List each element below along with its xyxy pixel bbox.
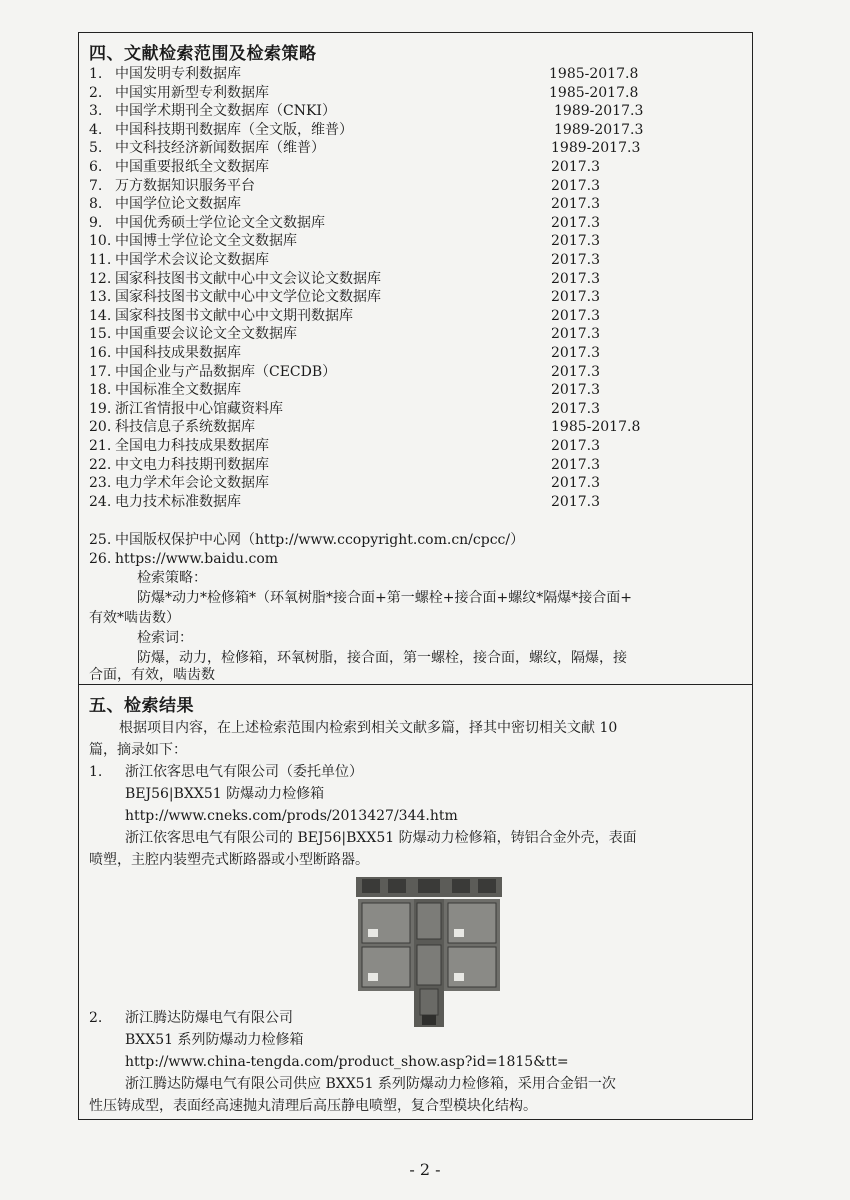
database-name: 中文电力科技期刊数据库 — [115, 456, 269, 473]
database-name: 国家科技图书文献中心中文期刊数据库 — [115, 307, 353, 324]
database-date: 2017.3 — [551, 345, 600, 361]
database-name: 中国科技期刊数据库（全文版，维普） — [115, 121, 353, 138]
database-num: 2. — [89, 84, 103, 101]
database-name: 浙江省情报中心馆藏资料库 — [115, 400, 283, 417]
database-num: 8. — [89, 196, 103, 213]
result-2-num: 2. — [89, 1010, 103, 1026]
database-num: 11. — [89, 252, 112, 268]
item-26-text: https://www.baidu.com — [115, 551, 279, 567]
database-num: 16. — [89, 345, 112, 361]
result-2-url: http://www.china-tengda.com/product_show.asp?id=1815&tt= — [125, 1054, 569, 1070]
database-row — [89, 270, 729, 289]
database-num: 9. — [89, 214, 103, 231]
database-name: 中国重要会议论文全文数据库 — [115, 326, 297, 343]
database-num: 24. — [89, 493, 112, 510]
database-date: 1985-2017.8 — [551, 419, 641, 436]
strategy-line-1: 防爆*动力*检修箱*（环氧树脂*接合面+第一螺栓+接合面+螺纹*隔爆*接合面+ — [137, 590, 632, 606]
result-2-desc-2: 性压铸成型，表面经高速抛丸清理后高压静电喷塑，复合型模块化结构。 — [89, 1098, 537, 1114]
item-26 — [89, 550, 278, 569]
database-date: 1989-2017.3 — [551, 140, 641, 157]
database-row — [89, 121, 729, 140]
database-row — [89, 195, 729, 214]
database-row — [89, 65, 729, 84]
database-name: 中国发明专利数据库 — [115, 66, 241, 82]
database-num: 17. — [89, 363, 112, 380]
database-date: 2017.3 — [551, 270, 600, 287]
database-date: 2017.3 — [551, 363, 600, 380]
result-1-product: BEJ56|BXX51 防爆动力检修箱 — [125, 786, 325, 802]
result-2-desc-1: 浙江腾达防爆电气有限公司供应 BXX51 系列防爆动力检修箱，采用合金铝一次 — [125, 1076, 616, 1092]
result-1-url: http://www.cneks.com/prods/2013427/344.htm — [125, 808, 458, 824]
database-row — [89, 325, 729, 344]
database-num: 19. — [89, 400, 112, 417]
database-date: 2017.3 — [551, 326, 600, 343]
intro-line-2: 篇，摘录如下： — [89, 742, 187, 758]
database-date: 2017.3 — [551, 159, 600, 175]
result-1-desc-1: 浙江依客思电气有限公司的 BEJ56|BXX51 防爆动力检修箱，铸铝合金外壳，表面 — [125, 830, 637, 846]
database-name: 万方数据知识服务平台 — [115, 177, 255, 194]
document-frame — [78, 32, 753, 1120]
database-row — [89, 288, 729, 307]
database-date: 1985-2017.8 — [549, 66, 639, 82]
database-name: 中国标准全文数据库 — [115, 382, 241, 399]
database-date: 2017.3 — [551, 252, 600, 268]
database-row — [89, 84, 729, 103]
section5-title: 五、检索结果 — [89, 696, 194, 716]
database-name: 国家科技图书文献中心中文学位论文数据库 — [115, 289, 381, 306]
item-26-num: 26. — [89, 551, 112, 567]
database-num: 23. — [89, 475, 112, 492]
database-row — [89, 474, 729, 493]
database-num: 6. — [89, 159, 103, 175]
database-row — [89, 214, 729, 233]
database-name: 全国电力科技成果数据库 — [115, 438, 269, 454]
intro-line-1: 根据项目内容，在上述检索范围内检索到相关文献多篇，择其中密切相关文献 10 — [119, 720, 618, 736]
database-name: 电力学术年会论文数据库 — [115, 475, 269, 492]
database-num: 5. — [89, 140, 103, 157]
database-num: 18. — [89, 382, 112, 399]
database-name: 中国科技成果数据库 — [115, 345, 241, 361]
database-date: 2017.3 — [551, 400, 600, 417]
strategy-line-2: 有效*啮齿数） — [89, 610, 180, 626]
keywords-line-2: 合面，有效，啮齿数 — [89, 667, 215, 683]
database-num: 22. — [89, 456, 112, 473]
database-row — [89, 344, 729, 363]
database-date: 2017.3 — [551, 196, 600, 213]
result-1-company-line — [89, 763, 363, 782]
database-date: 2017.3 — [551, 438, 600, 454]
item-25-text: 中国版权保护中心网（http://www.ccopyright.com.cn/cpcc/） — [115, 532, 525, 548]
section-divider — [79, 684, 752, 685]
database-row — [89, 102, 729, 121]
page-number: - 2 - — [409, 1160, 441, 1179]
database-name: 中国实用新型专利数据库 — [115, 84, 269, 101]
database-row — [89, 177, 729, 196]
database-row — [89, 307, 729, 326]
database-num: 13. — [89, 289, 112, 306]
item-25-num: 25. — [89, 532, 112, 548]
database-num: 7. — [89, 177, 103, 194]
database-row — [89, 493, 729, 512]
keywords-label: 检索词： — [137, 630, 193, 646]
database-name: 国家科技图书文献中心中文会议论文数据库 — [115, 270, 381, 287]
database-date: 2017.3 — [551, 177, 600, 194]
database-num: 1. — [89, 66, 103, 82]
database-num: 4. — [89, 121, 103, 138]
database-row — [89, 418, 729, 437]
database-date: 2017.3 — [551, 493, 600, 510]
database-date: 2017.3 — [551, 233, 600, 250]
product-photo — [354, 873, 504, 1028]
database-row — [89, 139, 729, 158]
database-name: 科技信息子系统数据库 — [115, 419, 255, 436]
database-row — [89, 363, 729, 382]
database-name: 中国学术期刊全文数据库（CNKI） — [115, 103, 336, 120]
strategy-label: 检索策略： — [137, 570, 207, 586]
keywords-line-1: 防爆，动力，检修箱，环氧树脂，接合面，第一螺栓，接合面，螺纹，隔爆，接 — [137, 650, 627, 666]
database-name: 中国企业与产品数据库（CECDB） — [115, 363, 337, 380]
database-date: 2017.3 — [551, 307, 600, 324]
database-row — [89, 158, 729, 177]
database-row — [89, 456, 729, 475]
database-date: 2017.3 — [551, 289, 600, 306]
database-row — [89, 437, 729, 456]
database-date: 1989-2017.3 — [554, 121, 644, 138]
database-name: 中国博士学位论文全文数据库 — [115, 233, 297, 250]
database-name: 中国学术会议论文数据库 — [115, 252, 269, 268]
database-date: 2017.3 — [551, 475, 600, 492]
item-25 — [89, 531, 524, 550]
result-1-num: 1. — [89, 764, 103, 780]
database-name: 中文科技经济新闻数据库（维普） — [115, 140, 325, 157]
database-num: 12. — [89, 270, 112, 287]
result-2-product: BXX51 系列防爆动力检修箱 — [125, 1032, 304, 1048]
database-name: 中国重要报纸全文数据库 — [115, 159, 269, 175]
result-1-company: 浙江依客思电气有限公司（委托单位） — [125, 764, 363, 780]
database-date: 2017.3 — [551, 382, 600, 399]
database-row — [89, 232, 729, 251]
result-2-company-line — [89, 1009, 293, 1028]
result-1-desc-2: 喷塑，主腔内装塑壳式断路器或小型断路器。 — [89, 852, 369, 868]
database-date: 2017.3 — [551, 214, 600, 231]
database-num: 21. — [89, 438, 112, 454]
database-date: 1985-2017.8 — [549, 84, 639, 101]
database-num: 15. — [89, 326, 112, 343]
database-row — [89, 251, 729, 270]
section4-title: 四、文献检索范围及检索策略 — [89, 44, 317, 64]
database-row — [89, 400, 729, 419]
database-num: 14. — [89, 307, 112, 324]
database-date: 2017.3 — [551, 456, 600, 473]
database-num: 10. — [89, 233, 112, 250]
result-2-company: 浙江腾达防爆电气有限公司 — [125, 1010, 293, 1026]
database-num: 20. — [89, 419, 112, 436]
database-num: 3. — [89, 103, 103, 120]
database-name: 中国学位论文数据库 — [115, 196, 241, 213]
database-name: 电力技术标准数据库 — [115, 493, 241, 510]
database-name: 中国优秀硕士学位论文全文数据库 — [115, 214, 325, 231]
database-date: 1989-2017.3 — [554, 103, 644, 120]
database-row — [89, 381, 729, 400]
